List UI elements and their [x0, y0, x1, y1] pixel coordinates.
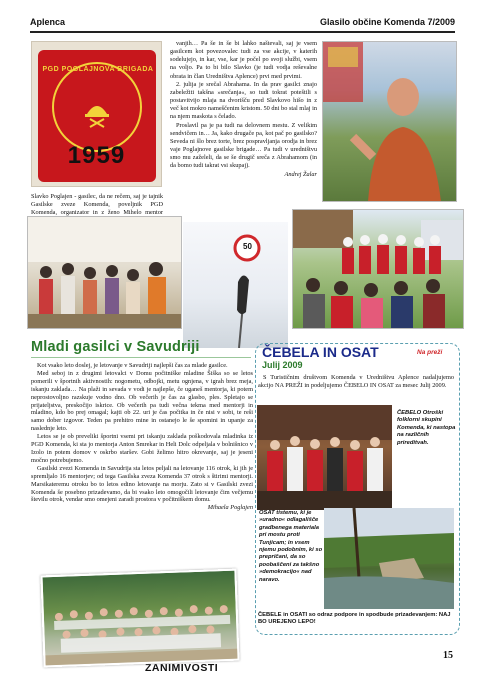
box-intro: S Turističnim društvom Komenda v Uredništvu Aplence nadaljujemo akcijo NA PREŽI in podeljujemo ČEBELO IN OSAT za mesec Julij 2009.	[258, 374, 454, 389]
fifty-sign-icon	[183, 222, 288, 348]
box-footer: ČEBELE in OSATI so odraz podpore in spodbude prizadevanjem: NAJ BO UREJENO LEPO!	[258, 612, 451, 626]
sign-photo	[183, 222, 288, 348]
dump-site-photo	[324, 508, 454, 609]
firefighters-photo	[292, 209, 464, 329]
article-title: Mladi gasilci v Savudriji	[31, 339, 200, 355]
article-signature: Mihaela Poglajen	[207, 504, 253, 512]
riverbank-icon	[324, 508, 454, 609]
banner-photo	[31, 41, 162, 187]
children-group-icon	[43, 571, 240, 668]
column-top-text	[170, 40, 317, 179]
title-rule	[31, 357, 251, 358]
tent-photo	[27, 216, 182, 329]
sign-number: 50	[243, 242, 252, 251]
paragraph: Gasilski zvezi Komenda in Savudrija sta letos peljali na letovanje 116 otrok, ki jih je spremljalo 16 mentorjev; od tega Gasilska zveza Komenda 37 otrok s štirimi mentorji. Marsikateremu otroku bo to letos edino letovanje na morju. Zato si v Gasilski zvezi Komenda še posebno prizadevamo, da bi vsako leto omogočili letovanje čim večjemu številu otrok, vendar smo omejeni zaradi prostora v počitniškem domu.	[31, 464, 253, 504]
paragraph: 2. julija je srečal Abrahama. In da prav gasilci znajo zabeležiti takšna »srečanja«, so tudi tokrat poteštili s postavitvijo mlaja na dvorišču pred Slavkovo hišo in z več kot mokro nameščenim kristom. 50 dni bo stal mlaj in na njem maskota s čelado.	[170, 80, 317, 121]
author-signature: Andrej Žalar	[284, 170, 317, 178]
header-left: Aplenca	[30, 17, 66, 27]
kids-group-photo	[40, 569, 239, 668]
header-right: Glasilo občine Komenda 7/2009	[319, 17, 455, 27]
paragraph: vanjih… Pa še in še bi lahko naštevali, saj je vsem gasilcem kot povezovalec tudi za vse akcije, v katerih sodelujejo, in kar, vse, kar je počel po svoji službi, vsem na voljo. Pa to bi bilo Slavko (je tudi vodja reševalne obrata in član Uredništva Aplence) prvi med prvimi.	[170, 40, 317, 80]
bee-award-note: ČEBELO Otroški folklorni skupini Komenda, ki nastopa na različnih prireditvah.	[397, 410, 456, 446]
folk-dancers-icon	[257, 405, 392, 510]
folk-group-photo	[257, 405, 392, 510]
paragraph: Med seboj in z drugimi letovalci v Domu počitniške mladine Šiška so se letos pomerili v športnih aktivnostih: nogometu, odbojki, metu ognjena, v igrah brez meja, iskanju zaklada… Na plaži in sevada v vodi je najlepše, če uganeš mentorja, ki potem neprostovoljno razskuje vodno dno. Ob večerih je čas za glasbo, ples. Spletajo se prijateljstva, preskočijo iskrice. Ob večerih pa tudi večna tekma med mentorji in mladino, kdo bo prej omagal; kajti ob 22. uri je čas počitka in če nisi v sobi, te reši samo dober izgovor. Teden pa prehitro mine in ostanejo le še spomini in upanje za naslednje leto.	[31, 369, 253, 433]
paragraph: Proslavil pa je pa tudi na delovnem mestu. Z velikim sendvičem in… Ja, kako drugače pa, kot pač po gasilsko? Seveda ni šlo brez torte, brez pospravljanja orodja in brez vaje Poglajnove gasilske brigade… Pa tudi v uredništvu smo mu zaželeli, da se še drugič sreča z Abrahamom (in da bomo tudi takrat vsi skupaj).	[170, 121, 317, 170]
header-rule	[30, 31, 455, 33]
box-subtitle: Julij 2009	[262, 360, 303, 370]
box-title: ČEBELA IN OSAT	[262, 344, 379, 360]
thistle-award-note: OSAT tistemu, ki je »uradno« odlagališče gradbenega materiala pri mostu proti Tunjicam; in vsem njemu podobnim, ki so prepričani, da so poobaščeni za takšno »demokracijo« nad naravo.	[259, 510, 323, 583]
paragraph: Letos se je ob preveliki športni vsemi pri iskanju zaklada poškodovala mladinka iz PGD Komenda, ki sta jo mentorja Anton Smrekar in Heli Dolc odpeljala v bolnišnico v Izolo in potem domov v oskrbo staršev. Gobi želimo hitro okrevanje, saj je jeseni močno potrebujemo.	[31, 433, 253, 464]
man-figure-icon	[323, 42, 457, 202]
box-tag: Na preži	[417, 349, 443, 356]
banner-year: 1959	[67, 142, 126, 169]
page-number: 15	[443, 650, 453, 661]
article-body	[31, 362, 253, 512]
people-group-icon	[28, 217, 182, 329]
helmet-emblem-icon	[82, 94, 112, 128]
firefighter-team-icon	[293, 210, 464, 329]
banner-text: PGD POGLAJNOVA BRIGADA	[42, 66, 154, 73]
banner-caption: Slavko Poglajen - gasilec, da ne rečem, saj je tajnik Gasilske zveze Komenda, poveljnik PGD Komenda, organizator in z ženo Mihelo mentor	[31, 193, 163, 217]
page-header	[30, 4, 455, 30]
paragraph: Kot vsako leto doslej, je letovanje v Savudriji najlepši čas za mlade gasilce.	[37, 362, 228, 369]
celebration-photo	[322, 41, 457, 202]
header-section: ZANIMIVOSTI	[145, 662, 219, 674]
